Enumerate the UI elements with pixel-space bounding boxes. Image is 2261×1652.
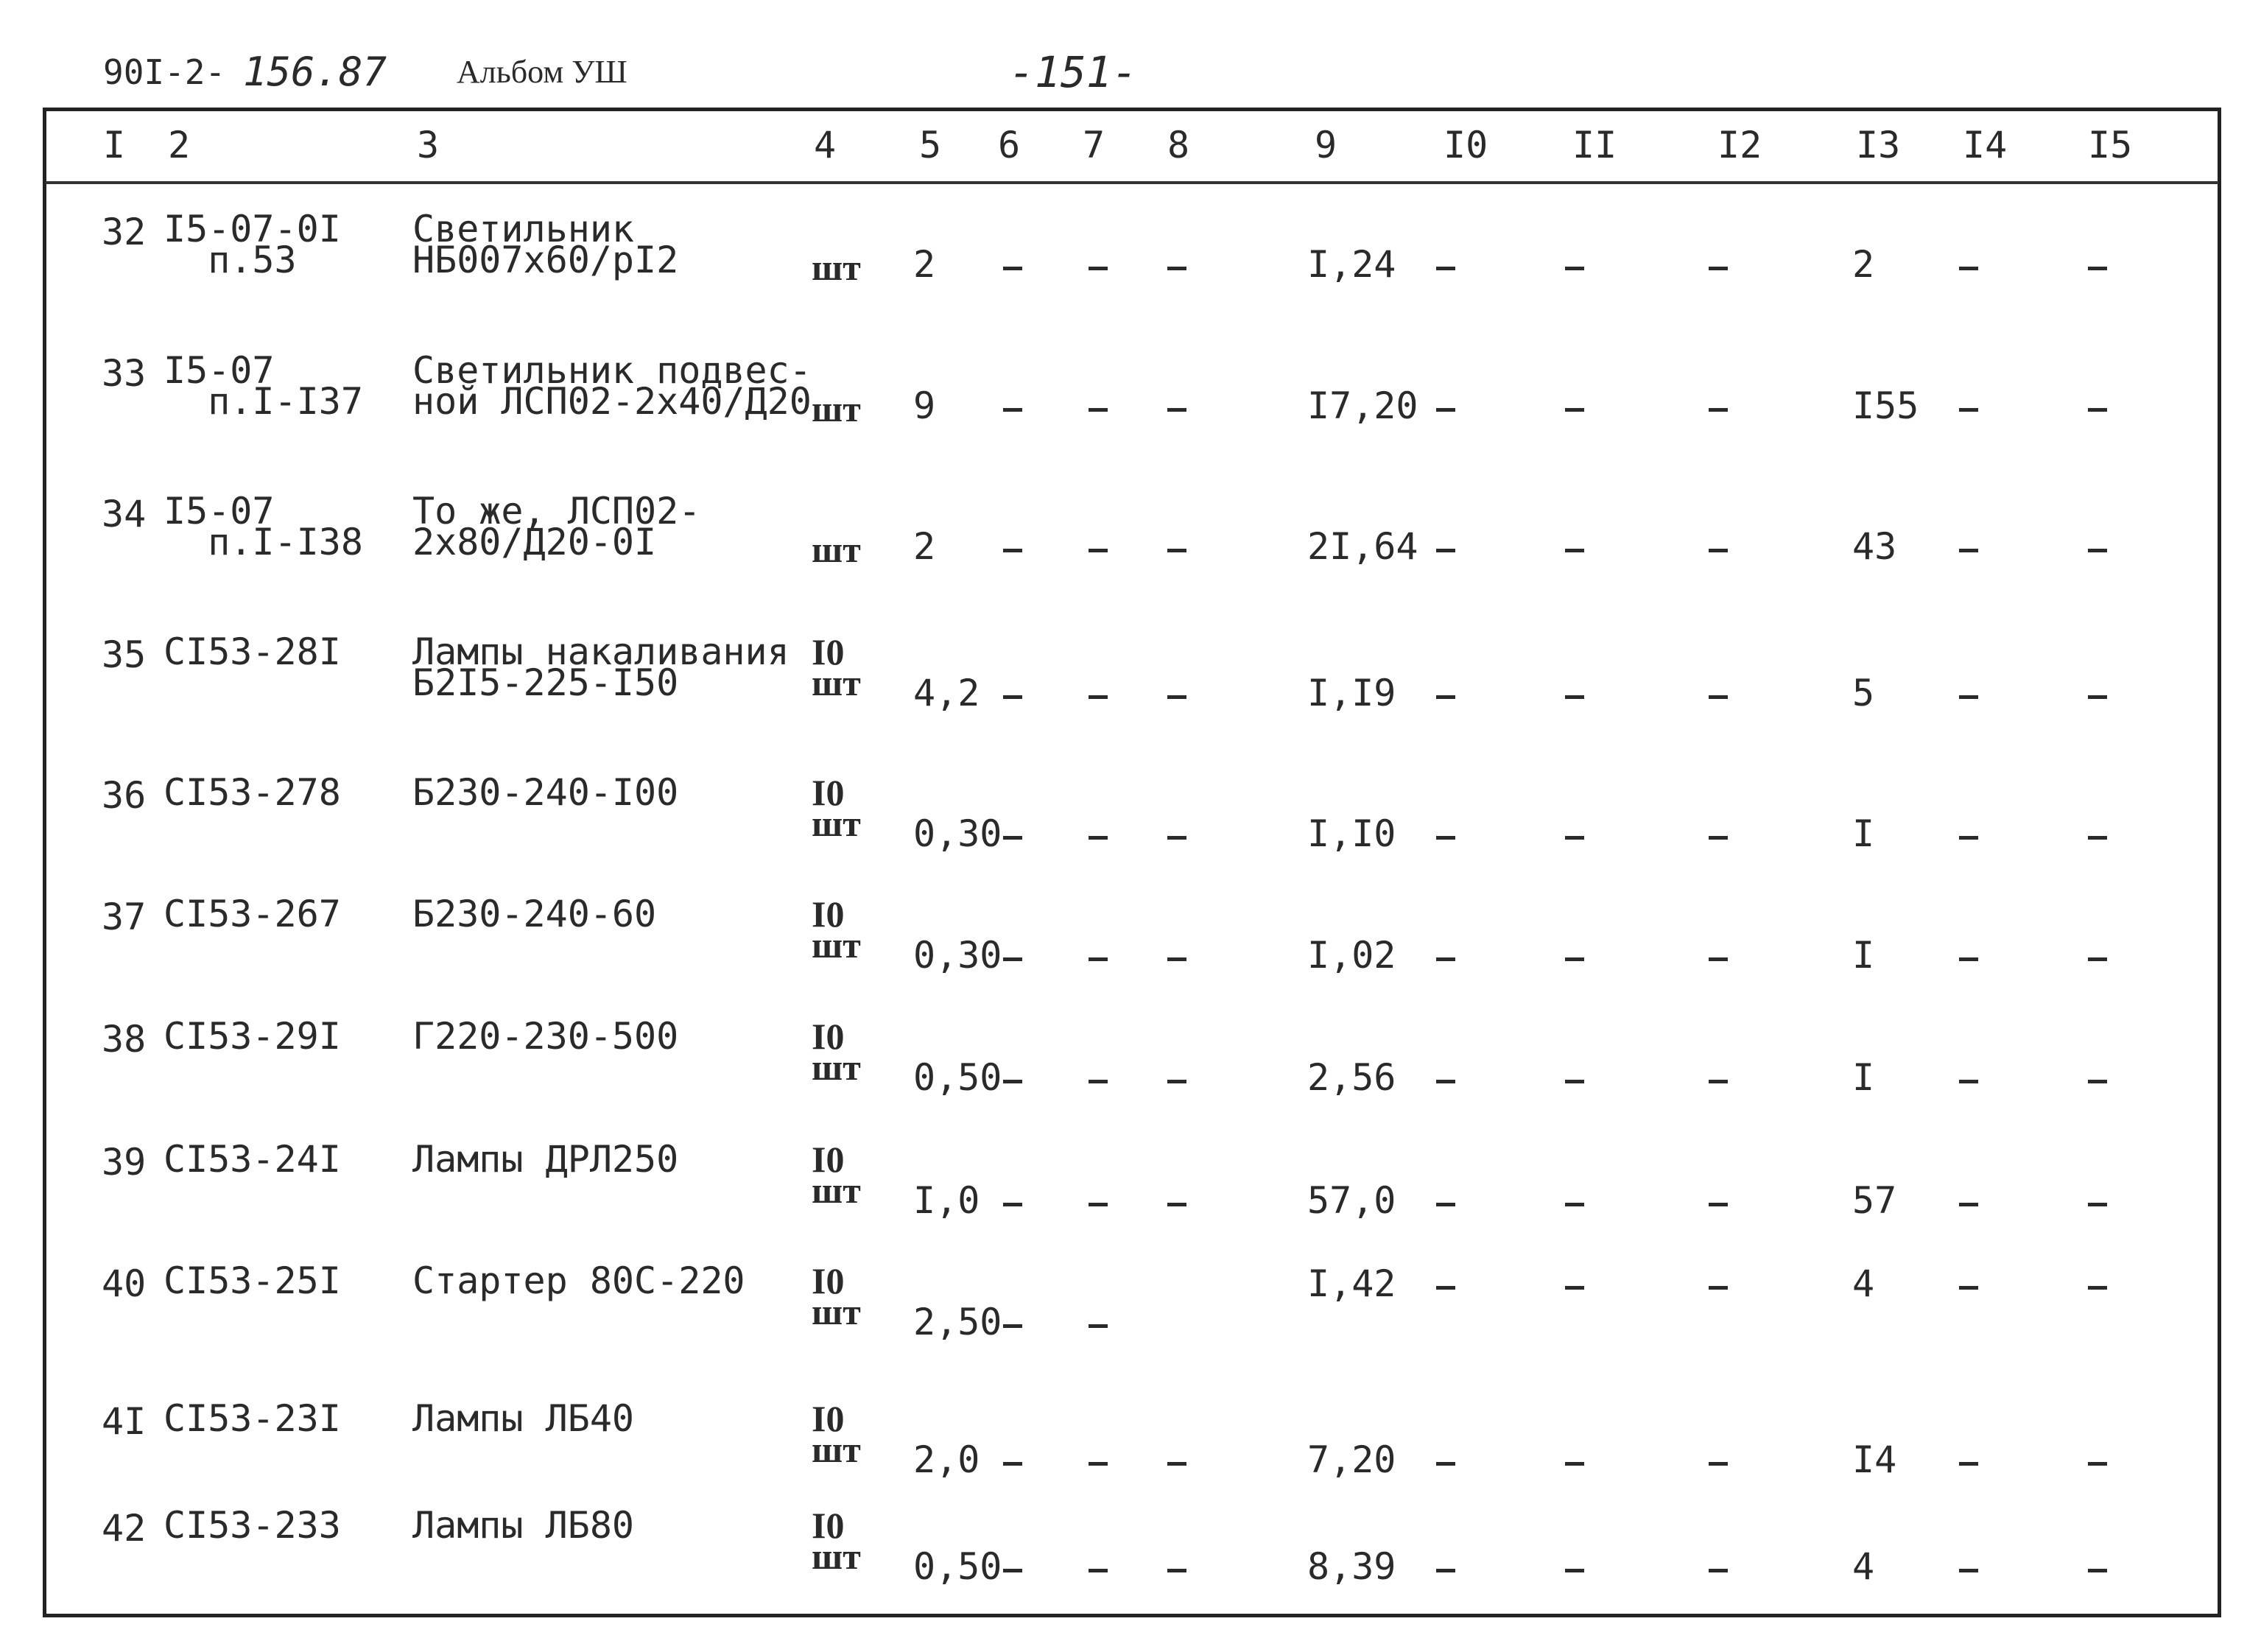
row-col9-value: 2I,64 xyxy=(1307,525,1418,568)
empty-cell-dash xyxy=(1003,957,1022,961)
empty-cell-dash xyxy=(1565,1080,1584,1083)
empty-cell-dash xyxy=(1709,957,1728,961)
row-name: Б230-240-I00 xyxy=(412,771,679,814)
empty-cell-dash xyxy=(2088,1462,2107,1466)
row-code: CI53-29I xyxy=(163,1015,341,1058)
column-header: II xyxy=(1572,124,1617,166)
row-unit: I0 шт xyxy=(812,631,861,703)
empty-cell-dash xyxy=(1709,267,1728,270)
column-header: I3 xyxy=(1856,124,1901,166)
empty-cell-dash xyxy=(1959,267,1978,270)
row-number: 36 xyxy=(102,774,147,817)
column-header: 6 xyxy=(998,124,1021,166)
row-col13-value: 4 xyxy=(1852,1262,1875,1305)
row-quantity: 0,30 xyxy=(913,812,1002,855)
row-number: 33 xyxy=(102,352,147,395)
empty-cell-dash xyxy=(1565,1462,1584,1466)
row-number: 40 xyxy=(102,1262,147,1305)
row-quantity: 2 xyxy=(913,525,936,568)
row-code: CI53-233 xyxy=(163,1504,341,1547)
row-unit: шт xyxy=(812,247,861,288)
row-code: I5-07 п.I-I37 xyxy=(163,349,363,423)
album-label: Альбом УШ xyxy=(457,54,627,90)
row-unit: I0 шт xyxy=(812,893,861,966)
row-number: 38 xyxy=(102,1018,147,1061)
row-col13-value: 4 xyxy=(1852,1545,1875,1588)
empty-cell-dash xyxy=(1565,408,1584,412)
column-header: I2 xyxy=(1717,124,1762,166)
empty-cell-dash xyxy=(1167,1080,1186,1083)
row-col9-value: 2,56 xyxy=(1307,1056,1396,1099)
row-code: CI53-25I xyxy=(163,1259,341,1302)
column-header: I4 xyxy=(1963,124,2008,166)
empty-cell-dash xyxy=(1436,1569,1455,1572)
column-header: 8 xyxy=(1167,124,1190,166)
empty-cell-dash xyxy=(1089,836,1108,840)
row-name: Лампы накаливания Б2I5-225-I50 xyxy=(412,630,790,704)
empty-cell-dash xyxy=(2088,408,2107,412)
empty-cell-dash xyxy=(1436,1080,1455,1083)
empty-cell-dash xyxy=(1709,1203,1728,1206)
column-header: 2 xyxy=(168,124,191,166)
empty-cell-dash xyxy=(1089,1569,1108,1572)
row-quantity: 0,50 xyxy=(913,1056,1002,1099)
empty-cell-dash xyxy=(1003,695,1022,699)
row-col13-value: I xyxy=(1852,812,1875,855)
empty-cell-dash xyxy=(1565,695,1584,699)
row-col13-value: I xyxy=(1852,934,1875,977)
empty-cell-dash xyxy=(1709,836,1728,840)
row-code: CI53-24I xyxy=(163,1138,341,1181)
empty-cell-dash xyxy=(1436,695,1455,699)
table-frame xyxy=(43,108,2221,1617)
empty-cell-dash xyxy=(1436,1462,1455,1466)
empty-cell-dash xyxy=(1003,1203,1022,1206)
empty-cell-dash xyxy=(1167,267,1186,270)
empty-cell-dash xyxy=(1709,695,1728,699)
row-number: 32 xyxy=(102,211,147,253)
empty-cell-dash xyxy=(1436,267,1455,270)
empty-cell-dash xyxy=(1089,957,1108,961)
empty-cell-dash xyxy=(1089,1203,1108,1206)
empty-cell-dash xyxy=(1003,1080,1022,1083)
empty-cell-dash xyxy=(1436,836,1455,840)
column-header: 3 xyxy=(417,124,440,166)
empty-cell-dash xyxy=(1003,1324,1022,1328)
empty-cell-dash xyxy=(1167,1203,1186,1206)
empty-cell-dash xyxy=(1565,1286,1584,1290)
row-name: Лампы ЛБ40 xyxy=(412,1397,635,1440)
empty-cell-dash xyxy=(1709,1080,1728,1083)
row-number: 39 xyxy=(102,1141,147,1184)
empty-cell-dash xyxy=(1003,1569,1022,1572)
empty-cell-dash xyxy=(1709,549,1728,552)
row-unit: шт xyxy=(812,529,861,570)
empty-cell-dash xyxy=(1089,695,1108,699)
empty-cell-dash xyxy=(1167,1569,1186,1572)
row-code: I5-07 п.I-I38 xyxy=(163,490,363,563)
row-col9-value: 57,0 xyxy=(1307,1179,1396,1222)
row-unit: шт xyxy=(812,388,861,429)
empty-cell-dash xyxy=(1436,549,1455,552)
row-unit: I0 шт xyxy=(812,772,861,844)
empty-cell-dash xyxy=(1959,549,1978,552)
row-col13-value: 43 xyxy=(1852,525,1897,568)
empty-cell-dash xyxy=(1003,267,1022,270)
empty-cell-dash xyxy=(1959,1462,1978,1466)
empty-cell-dash xyxy=(1003,549,1022,552)
empty-cell-dash xyxy=(1709,408,1728,412)
row-name: Светильник НБ007х60/рI2 xyxy=(412,208,679,281)
empty-cell-dash xyxy=(2088,1286,2107,1290)
row-number: 35 xyxy=(102,633,147,676)
empty-cell-dash xyxy=(1436,408,1455,412)
row-quantity: 9 xyxy=(913,384,936,427)
row-number: 4I xyxy=(102,1400,147,1443)
row-col9-value: I,24 xyxy=(1307,243,1396,286)
row-unit: I0 шт xyxy=(812,1139,861,1211)
empty-cell-dash xyxy=(1959,957,1978,961)
empty-cell-dash xyxy=(1167,957,1186,961)
empty-cell-dash xyxy=(1959,1203,1978,1206)
row-col9-value: I,42 xyxy=(1307,1262,1396,1305)
empty-cell-dash xyxy=(1436,957,1455,961)
header-rule xyxy=(46,181,2218,184)
row-col13-value: 5 xyxy=(1852,672,1875,714)
empty-cell-dash xyxy=(2088,836,2107,840)
row-quantity: 0,50 xyxy=(913,1545,1002,1588)
row-quantity: 2 xyxy=(913,243,936,286)
empty-cell-dash xyxy=(1709,1569,1728,1572)
row-code: CI53-267 xyxy=(163,893,341,935)
row-col13-value: I4 xyxy=(1852,1438,1897,1481)
empty-cell-dash xyxy=(1709,1286,1728,1290)
empty-cell-dash xyxy=(1565,957,1584,961)
empty-cell-dash xyxy=(2088,695,2107,699)
empty-cell-dash xyxy=(2088,957,2107,961)
empty-cell-dash xyxy=(1167,408,1186,412)
empty-cell-dash xyxy=(1565,1203,1584,1206)
empty-cell-dash xyxy=(1565,1569,1584,1572)
empty-cell-dash xyxy=(1959,1080,1978,1083)
row-col13-value: I xyxy=(1852,1056,1875,1099)
row-unit: I0 шт xyxy=(812,1505,861,1577)
empty-cell-dash xyxy=(1089,1462,1108,1466)
empty-cell-dash xyxy=(1003,1462,1022,1466)
column-header: 4 xyxy=(814,124,837,166)
row-quantity: I,0 xyxy=(913,1179,980,1222)
column-header: I5 xyxy=(2088,124,2133,166)
empty-cell-dash xyxy=(2088,1203,2107,1206)
empty-cell-dash xyxy=(2088,1080,2107,1083)
empty-cell-dash xyxy=(2088,267,2107,270)
column-header: 7 xyxy=(1083,124,1105,166)
row-col9-value: I7,20 xyxy=(1307,384,1418,427)
row-quantity: 2,0 xyxy=(913,1438,980,1481)
empty-cell-dash xyxy=(1003,408,1022,412)
row-col13-value: 57 xyxy=(1852,1179,1897,1222)
empty-cell-dash xyxy=(1959,836,1978,840)
row-quantity: 0,30 xyxy=(913,934,1002,977)
empty-cell-dash xyxy=(1167,549,1186,552)
row-code: CI53-278 xyxy=(163,771,341,814)
row-number: 34 xyxy=(102,493,147,535)
empty-cell-dash xyxy=(1959,408,1978,412)
empty-cell-dash xyxy=(1436,1203,1455,1206)
empty-cell-dash xyxy=(1709,1462,1728,1466)
empty-cell-dash xyxy=(2088,1569,2107,1572)
empty-cell-dash xyxy=(1003,836,1022,840)
row-col13-value: 2 xyxy=(1852,243,1875,286)
row-col13-value: I55 xyxy=(1852,384,1919,427)
empty-cell-dash xyxy=(2088,549,2107,552)
empty-cell-dash xyxy=(1565,549,1584,552)
row-col9-value: I,I9 xyxy=(1307,672,1396,714)
empty-cell-dash xyxy=(1959,1569,1978,1572)
row-code: CI53-23I xyxy=(163,1397,341,1440)
empty-cell-dash xyxy=(1167,836,1186,840)
column-header: 5 xyxy=(919,124,942,166)
row-name: Стартер 80С-220 xyxy=(412,1259,745,1302)
row-unit: I0 шт xyxy=(812,1398,861,1470)
empty-cell-dash xyxy=(1089,267,1108,270)
row-col9-value: I,02 xyxy=(1307,934,1396,977)
row-number: 42 xyxy=(102,1507,147,1550)
empty-cell-dash xyxy=(1089,1324,1108,1328)
empty-cell-dash xyxy=(1089,1080,1108,1083)
empty-cell-dash xyxy=(1436,1286,1455,1290)
document-number: 156.87 xyxy=(243,49,387,95)
empty-cell-dash xyxy=(1167,695,1186,699)
page-number: -151- xyxy=(1009,47,1138,97)
empty-cell-dash xyxy=(1089,549,1108,552)
empty-cell-dash xyxy=(1565,267,1584,270)
row-unit: I0 шт xyxy=(812,1260,861,1332)
row-quantity: 2,50 xyxy=(913,1301,1002,1343)
empty-cell-dash xyxy=(1959,1286,1978,1290)
row-code: I5-07-0I п.53 xyxy=(163,208,341,281)
row-col9-value: 7,20 xyxy=(1307,1438,1396,1481)
row-quantity: 4,2 xyxy=(913,672,980,714)
row-col9-value: I,I0 xyxy=(1307,812,1396,855)
row-name: Г220-230-500 xyxy=(412,1015,679,1058)
empty-cell-dash xyxy=(1167,1462,1186,1466)
row-code: CI53-28I xyxy=(163,630,341,673)
empty-cell-dash xyxy=(1089,408,1108,412)
row-name: Светильник подвес- ной ЛСП02-2х40/Д20 xyxy=(412,349,812,423)
column-header: I0 xyxy=(1444,124,1488,166)
row-name: То же, ЛСП02- 2х80/Д20-0I xyxy=(412,490,701,563)
document-code: 90I-2- xyxy=(103,52,226,92)
row-col9-value: 8,39 xyxy=(1307,1545,1396,1588)
row-name: Лампы ЛБ80 xyxy=(412,1504,635,1547)
row-unit: I0 шт xyxy=(812,1016,861,1088)
empty-cell-dash xyxy=(1959,695,1978,699)
row-name: Б230-240-60 xyxy=(412,893,657,935)
column-header: 9 xyxy=(1315,124,1337,166)
empty-cell-dash xyxy=(1565,836,1584,840)
column-header: I xyxy=(103,124,126,166)
row-name: Лампы ДРЛ250 xyxy=(412,1138,679,1181)
row-number: 37 xyxy=(102,896,147,938)
